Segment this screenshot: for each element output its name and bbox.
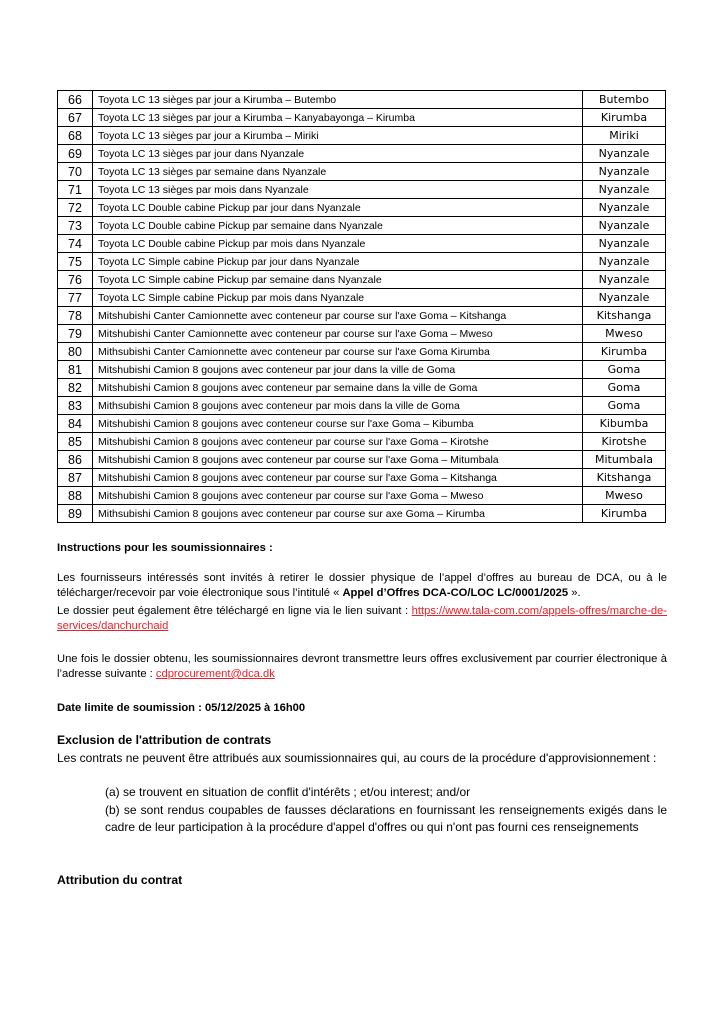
row-number: 89 bbox=[58, 505, 93, 523]
row-description: Mitshubishi Camion 8 goujons avec conteneur par course sur l'axe Goma – Mweso bbox=[93, 487, 583, 505]
deadline-label: Date limite de soumission bbox=[57, 702, 196, 714]
row-description: Toyota LC 13 sièges par mois dans Nyanzale bbox=[93, 181, 583, 199]
row-description: Toyota LC 13 sièges par jour a Kirumba – Kanyabayonga – Kirumba bbox=[93, 109, 583, 127]
row-number: 72 bbox=[58, 199, 93, 217]
table-row bbox=[58, 343, 666, 361]
row-number: 76 bbox=[58, 271, 93, 289]
attribution-heading: Attribution du contrat bbox=[57, 873, 183, 887]
download-link[interactable]: https://www.tala-com.com/appels-offres/marche-de-services/danchurchaid bbox=[57, 605, 667, 632]
row-number: 88 bbox=[58, 487, 93, 505]
row-number: 67 bbox=[58, 109, 93, 127]
row-description: Mitshubishi Camion 8 goujons avec conteneur par course sur l'axe Goma – Mitumbala bbox=[93, 451, 583, 469]
row-description: Toyota LC Double cabine Pickup par mois dans Nyanzale bbox=[93, 235, 583, 253]
row-number: 74 bbox=[58, 235, 93, 253]
row-number: 73 bbox=[58, 217, 93, 235]
row-description: Toyota LC Double cabine Pickup par jour dans Nyanzale bbox=[93, 199, 583, 217]
row-description: Toyota LC 13 sièges par jour a Kirumba – Butembo bbox=[93, 91, 583, 109]
row-location: Kibumba bbox=[583, 415, 666, 433]
row-location: Mitumbala bbox=[583, 451, 666, 469]
row-description: Toyota LC 13 sièges par jour dans Nyanzale bbox=[93, 145, 583, 163]
table-row bbox=[58, 325, 666, 343]
row-description: Mitshubishi Canter Camionnette avec conteneur par course sur l'axe Goma – Kitshanga bbox=[93, 307, 583, 325]
instructions-heading: Instructions pour les soumissionnaires : bbox=[57, 542, 273, 554]
row-number: 69 bbox=[58, 145, 93, 163]
row-number: 71 bbox=[58, 181, 93, 199]
row-number: 78 bbox=[58, 307, 93, 325]
table-row bbox=[58, 127, 666, 145]
row-location: Nyanzale bbox=[583, 181, 666, 199]
row-number: 70 bbox=[58, 163, 93, 181]
row-number: 79 bbox=[58, 325, 93, 343]
table-row bbox=[58, 217, 666, 235]
row-description: Mithsubishi Canter Camionnette avec conteneur par course sur l'axe Goma Kirumba bbox=[93, 343, 583, 361]
table-row bbox=[58, 505, 666, 523]
row-number: 83 bbox=[58, 397, 93, 415]
vehicle-rental-table bbox=[57, 90, 666, 523]
table-row bbox=[58, 109, 666, 127]
table-row bbox=[58, 253, 666, 271]
row-location: Kirumba bbox=[583, 109, 666, 127]
row-location: Miriki bbox=[583, 127, 666, 145]
exclusion-item-a: (a) se trouvent en situation de conflit d'intérêts ; et/ou interest; and/or bbox=[105, 785, 471, 799]
row-description: Mitshubishi Camion 8 goujons avec conteneur par semaine dans la ville de Goma bbox=[93, 379, 583, 397]
row-description: Toyota LC 13 sièges par semaine dans Nyanzale bbox=[93, 163, 583, 181]
row-number: 84 bbox=[58, 415, 93, 433]
instructions-paragraph-2: Le dossier peut également être téléchargé en ligne via le lien suivant : https://www.tala-com.com/appels-offres/marche-de-services/danchurchaid bbox=[57, 605, 667, 632]
row-description: Mitshubishi Camion 8 goujons avec conteneur par jour dans la ville de Goma bbox=[93, 361, 583, 379]
row-description: Toyota LC Simple cabine Pickup par jour dans Nyanzale bbox=[93, 253, 583, 271]
table-row bbox=[58, 181, 666, 199]
row-number: 68 bbox=[58, 127, 93, 145]
table-row bbox=[58, 271, 666, 289]
deadline-value: : 05/12/2025 à 16h00 bbox=[195, 702, 306, 714]
row-description: Mithsubishi Camion 8 goujons avec conteneur par course sur axe Goma – Kirumba bbox=[93, 505, 583, 523]
row-location: Nyanzale bbox=[583, 199, 666, 217]
row-location: Nyanzale bbox=[583, 163, 666, 181]
table-row bbox=[58, 235, 666, 253]
row-location: Kirumba bbox=[583, 343, 666, 361]
row-location: Mweso bbox=[583, 325, 666, 343]
row-location: Butembo bbox=[583, 91, 666, 109]
exclusion-item-b: (b) se sont rendus coupables de fausses déclarations en fournissant les renseignements exigés dans le cadre de leur participation à la procédure d'appel d'offres ou qui n'ont pas fourni ces renseignements bbox=[105, 803, 667, 834]
exclusion-heading: Exclusion de l'attribution de contrats bbox=[57, 733, 272, 747]
table-row bbox=[58, 145, 666, 163]
table-row bbox=[58, 199, 666, 217]
instructions-paragraph-3: Une fois le dossier obtenu, les soumissionnaires devront transmettre leurs offres exclusivement par courrier électronique à l’adresse suivante : cdprocurement@dca.dk bbox=[57, 653, 667, 680]
row-description: Toyota LC 13 sièges par jour a Kirumba – Miriki bbox=[93, 127, 583, 145]
row-location: Kitshanga bbox=[583, 307, 666, 325]
instructions-paragraph-1: Les fournisseurs intéressés sont invités à retirer le dossier physique de l’appel d’offres au bureau de DCA, ou à le télécharger/recevoir par voie électronique sous l’intitulé « Appel d’Offres DCA-CO/LOC LC/0001/2025 ». bbox=[57, 572, 667, 599]
table-row bbox=[58, 307, 666, 325]
table-row bbox=[58, 469, 666, 487]
row-description: Toyota LC Double cabine Pickup par semaine dans Nyanzale bbox=[93, 217, 583, 235]
row-location: Kitshanga bbox=[583, 469, 666, 487]
row-description: Mithsubishi Camion 8 goujons avec conteneur par mois dans la ville de Goma bbox=[93, 397, 583, 415]
procurement-email-link[interactable]: cdprocurement@dca.dk bbox=[155, 668, 275, 680]
row-location: Mweso bbox=[583, 487, 666, 505]
table-row bbox=[58, 451, 666, 469]
table-row bbox=[58, 91, 666, 109]
row-location: Nyanzale bbox=[583, 145, 666, 163]
row-location: Nyanzale bbox=[583, 271, 666, 289]
row-number: 82 bbox=[58, 379, 93, 397]
table-row bbox=[58, 379, 666, 397]
row-location: Nyanzale bbox=[583, 253, 666, 271]
row-description: Toyota LC Simple cabine Pickup par semaine dans Nyanzale bbox=[93, 271, 583, 289]
deadline-line bbox=[57, 701, 667, 716]
table-row bbox=[58, 361, 666, 379]
row-number: 66 bbox=[58, 91, 93, 109]
row-number: 85 bbox=[58, 433, 93, 451]
table-row bbox=[58, 487, 666, 505]
row-number: 77 bbox=[58, 289, 93, 307]
row-number: 80 bbox=[58, 343, 93, 361]
table-row bbox=[58, 163, 666, 181]
row-description: Toyota LC Simple cabine Pickup par mois dans Nyanzale bbox=[93, 289, 583, 307]
table-row bbox=[58, 289, 666, 307]
row-location: Nyanzale bbox=[583, 235, 666, 253]
row-description: Mitshubishi Camion 8 goujons avec conteneur par course sur l'axe Goma – Kirotshe bbox=[93, 433, 583, 451]
table-row bbox=[58, 433, 666, 451]
row-location: Nyanzale bbox=[583, 289, 666, 307]
row-number: 87 bbox=[58, 469, 93, 487]
row-location: Goma bbox=[583, 397, 666, 415]
row-number: 75 bbox=[58, 253, 93, 271]
row-location: Kirotshe bbox=[583, 433, 666, 451]
row-location: Goma bbox=[583, 361, 666, 379]
table-row bbox=[58, 397, 666, 415]
table-row bbox=[58, 415, 666, 433]
row-number: 81 bbox=[58, 361, 93, 379]
exclusion-intro: Les contrats ne peuvent être attribués aux soumissionnaires qui, au cours de la procédure d'approvisionnement : bbox=[57, 751, 657, 765]
row-description: Mitshubishi Canter Camionnette avec conteneur par course sur l'axe Goma – Mweso bbox=[93, 325, 583, 343]
row-location: Goma bbox=[583, 379, 666, 397]
row-location: Kirumba bbox=[583, 505, 666, 523]
tender-reference: Appel d’Offres DCA-CO/LOC LC/0001/2025 bbox=[342, 587, 569, 599]
row-description: Mitshubishi Camion 8 goujons avec conteneur course sur l'axe Goma – Kibumba bbox=[93, 415, 583, 433]
row-description: Mitshubishi Camion 8 goujons avec conteneur par course sur l'axe Goma – Kitshanga bbox=[93, 469, 583, 487]
row-location: Nyanzale bbox=[583, 217, 666, 235]
row-number: 86 bbox=[58, 451, 93, 469]
